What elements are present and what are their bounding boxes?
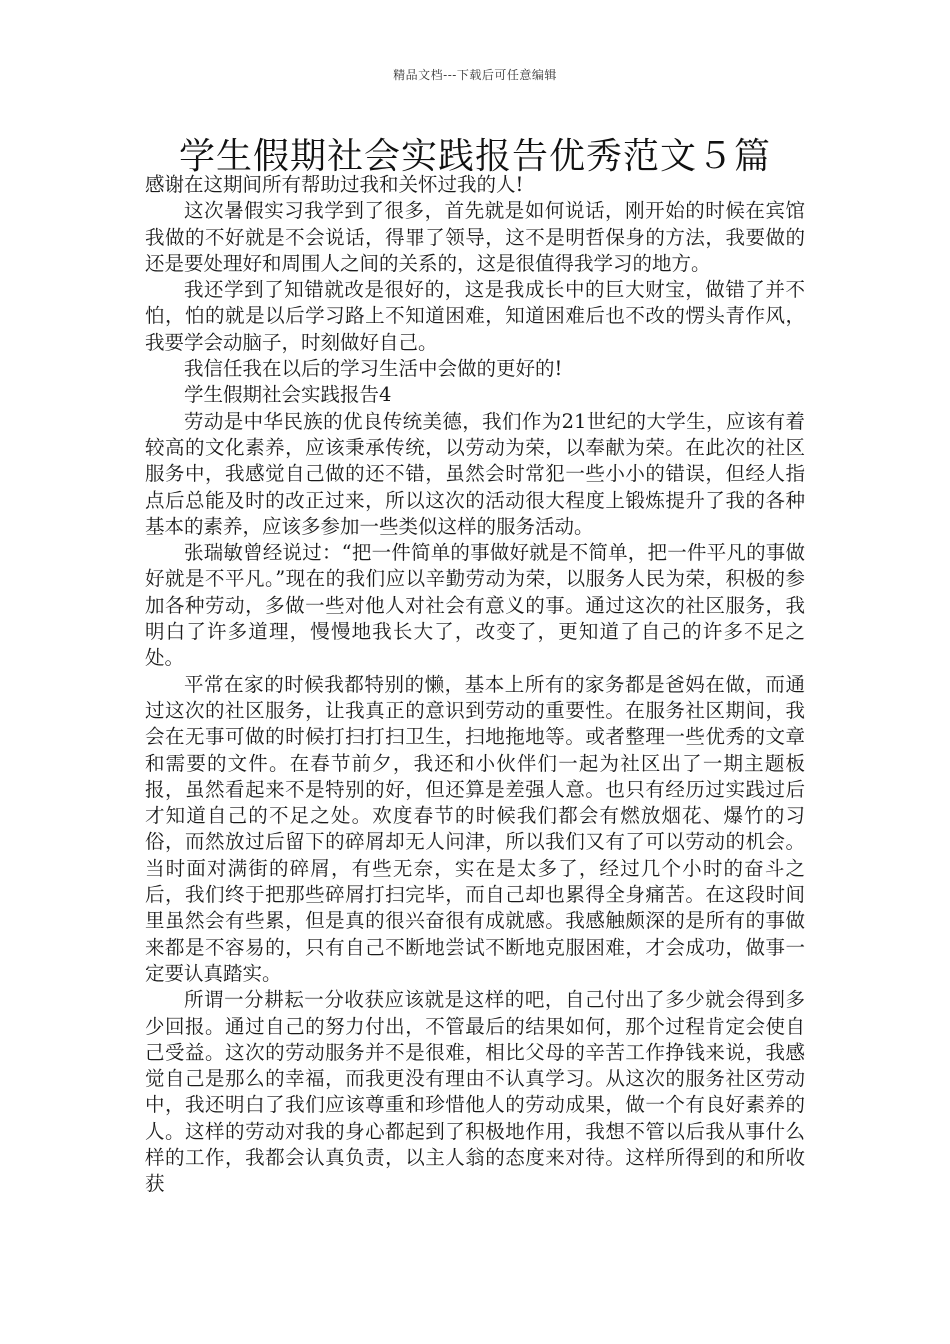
document-title: 学生假期社会实践报告优秀范文５篇 bbox=[178, 136, 771, 177]
paragraph: 劳动是中华民族的优良传统美德，我们作为21世纪的大学生，应该有着较高的文化素养，应该秉承传统，以劳动为荣，以奉献为荣。在此次的社区服务中，我感觉自己做的还不错，虽然会时常犯一些小小的错误，但经人指点后总能及时的改正过来，所以这次的活动很大程度上锻炼提升了我的各种基本的素养，应该多参加一些类似这样的服务活动。 bbox=[145, 409, 805, 538]
paragraph: 感谢在这期间所有帮助过我和关怀过我的人! bbox=[145, 173, 524, 196]
paragraph: 这次暑假实习我学到了很多，首先就是如何说话，刚开始的时候在宾馆我做的不好就是不会说话，得罪了领导，这不是明哲保身的方法，我要做的还是要处理好和周围人之间的关系的，这是很值得我学习的地方。 bbox=[145, 199, 805, 275]
paragraph: 所谓一分耕耘一分收获应该就是这样的吧，自己付出了多少就会得到多少回报。通过自己的努力付出，不管最后的结果如何，那个过程肯定会使自己受益。这次的劳动服务并不是很难，相比父母的辛苦工作挣钱来说，我感觉自己是那么的幸福，而我更没有理由不认真学习。从这次的服务社区劳动中，我还明白了我们应该尊重和珍惜他人的劳动成果，做一个有良好素养的人。这样的劳动对我的身心都起到了积极地作用，我想不管以后我从事什么样的工作，我都会认真负责，以主人翁的态度来对待。这样所得到的和所收获 bbox=[145, 988, 805, 1196]
paragraph: 我信任我在以后的学习生活中会做的更好的! bbox=[184, 357, 563, 381]
header-note: 精品文档---下载后可任意编辑 bbox=[393, 68, 557, 82]
paragraph: 我还学到了知错就改是很好的，这是我成长中的巨大财宝，做错了并不怕，怕的就是以后学习路上不知道困难，知道困难后也不改的愣头青作风，我要学会动脑子，时刻做好自己。 bbox=[145, 278, 805, 354]
document-body bbox=[145, 172, 805, 1198]
paragraph: 平常在家的时候我都特别的懒，基本上所有的家务都是爸妈在做，而通过这次的社区服务，让我真正的意识到劳动的重要性。在服务社区期间，我会在无事可做的时候打扫打扫卫生，扫地拖地等。或者整理一些优秀的文章和需要的文件。在春节前夕，我还和小伙伴们一起为社区出了一期主题板报，虽然看起来不是特别的好，但还算是差强人意。也只有经历过实践过后才知道自己的不足之处。欢度春节的时候我们都会有燃放烟花、爆竹的习俗，而然放过后留下的碎屑却无人问津，所以我们又有了可以劳动的机会。当时面对满街的碎屑，有些无奈，实在是太多了，经过几个小时的奋斗之后，我们终于把那些碎屑打扫完毕，而自己却也累得全身痛苦。在这段时间里虽然会有些累，但是真的很兴奋很有成就感。我感触颇深的是所有的事做来都是不容易的，只有自己不断地尝试不断地克服困难，才会成功，做事一定要认真踏实。 bbox=[145, 672, 805, 985]
paragraph: 张瑞敏曾经说过：“把一件简单的事做好就是不简单，把一件平凡的事做好就是不平凡。”现在的我们应以辛勤劳动为荣，以服务人民为荣，积极的参加各种劳动，多做一些对他人对社会有意义的事。通过这次的社区服务，我明白了许多道理，慢慢地我长大了，改变了，更知道了自己的许多不足之处。 bbox=[145, 541, 805, 670]
section-heading: 学生假期社会实践报告4 bbox=[184, 383, 392, 407]
